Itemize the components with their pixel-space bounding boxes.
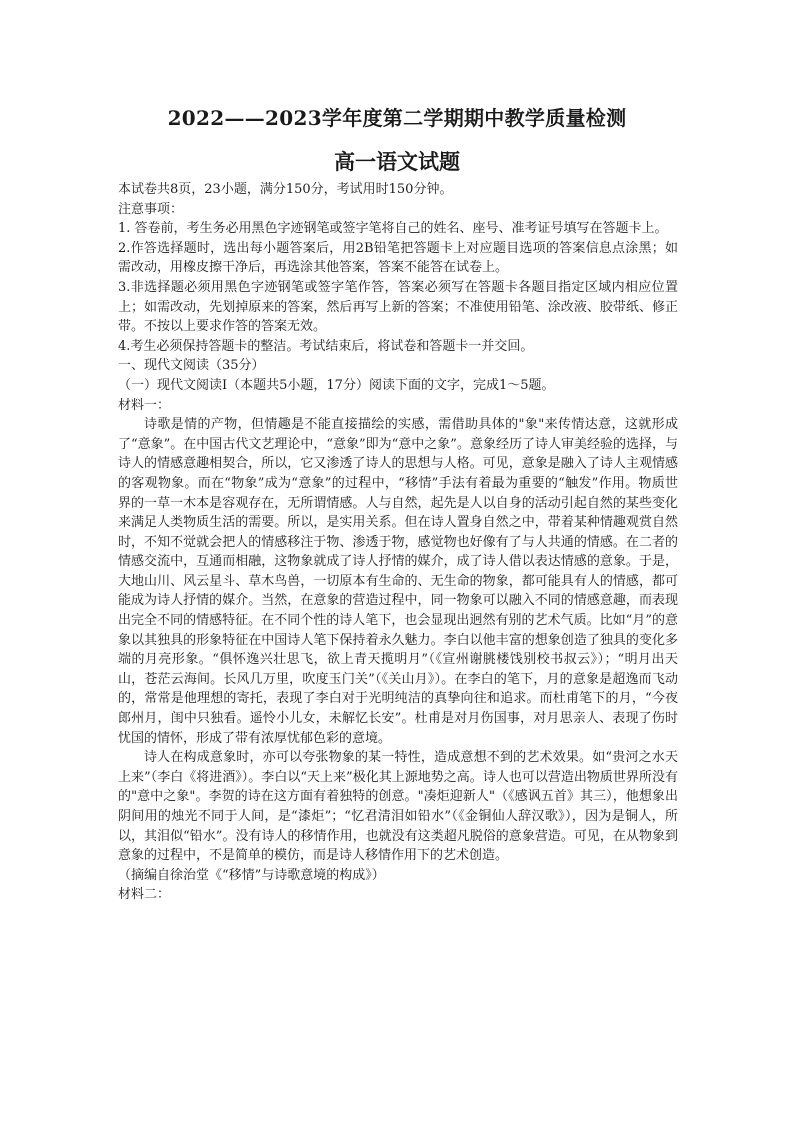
notice-item: 1. 答卷前，考生务必用黑色字迹钢笔或签字笔将自己的姓名、座号、准考证号填写在答题卡上。 bbox=[118, 221, 668, 237]
material-label: 材料一： bbox=[118, 397, 171, 413]
section-subheading: （一）现代文阅读Ⅰ（本题共5小题，17分）阅读下面的文字，完成1～5题。 bbox=[118, 377, 555, 393]
exam-summary: 本试卷共8页，23小题，满分150分，考试用时150分钟。 bbox=[118, 182, 453, 197]
passage-paragraph: 诗人在构成意象时，亦可以夸张物象的某一特性，造成意想不到的艺术效果。如“贵河之水天上来”（李白《将进酒》）。李白以“天上来”极化其上源地势之高。诗人也可以营造出物质世界所没有的"意中之象"。李贺的诗在这方面有着独特的创意。"凑炬迎新人"（《感讽五首》其三），他想象出阴间用的烛光不同于人间，是“漆炬”；“忆君清泪如铅水”（《金铜仙人辞汉歌》），因为是铜人，所以，其泪似“铅水”。没有诗人的移情作用，也就没有这类超凡脱俗的意象营造。可见，在从物象到意象的过程中，不是简单的模仿，而是诗人移情作用下的艺术创造。 bbox=[118, 750, 678, 864]
passage-paragraph: 诗歌是情的产物，但情趣是不能直接描绘的实感，需借助具体的"象"来传情达意，这就形成了“意象”。在中国古代文艺理论中，“意象”即为“意中之象”。意象经历了诗人审美经验的选择，与诗人的情感意趣相契合，所以，它又渗透了诗人的思想与人格。可见，意象是融入了诗人主观情感的客观物象。而在“物象”成为“意象”的过程中，“移情”手法有着最为重要的“触发”作用。物质世界的一草一木本是容观存在，无所谓情感。人与自然，起先是人以自身的活动引起自然的某些变化来满足人类物质生活的需要。所以，是实用关系。但在诗人置身自然之中，带着某种情趣观赏自然时，不知不觉就会把人的情感移注于物、渗透于物，感觉物也好像有了与人共通的情感。在二者的情感交流中，互通而相融，这物象就成了诗人抒情的媒介，成了诗人借以表达情感的意象。于是，大地山川、风云星斗、草木鸟兽，一切原本有生命的、无生命的物象，都可能具有人的情感，都可能成为诗人抒情的媒介。当然，在意象的营造过程中，同一物象可以融入不同的情感意趣，而表现出完全不同的情感特征。在不同个性的诗人笔下，也会显现出迥然有别的艺术气质。比如“月”的意象以其独具的形象特征在中国诗人笔下保持着永久魅力。李白以他丰富的想象创造了独具的变化多端的月亮形象。“俱怀逸兴壮思飞，欲上青天揽明月”（《宣州谢朓楼饯别校书叔云》）；“明月出天山，苍茫云海间。长风几万里，吹度玉门关”（《关山月》）。在李白的笔下，月的意象是超逸而飞动的，常常是他理想的寄托，表现了李白对于光明纯洁的真挚向往和追求。而杜甫笔下的月，“今夜郎州月，闺中只独看。遥怜小儿女，未解忆长安”。杜甫是对月伤国事，对月思亲人、表现了伤时忧国的情怀，形成了带有浓厚忧郁色彩的意境。 bbox=[118, 417, 678, 746]
notice-item: 4.考生必须保持答题卡的整洁。考试结束后，将试卷和答题卡一并交回。 bbox=[118, 338, 534, 354]
notice-item: 2.作答选择题时，选出每小题答案后，用2B铅笔把答题卡上对应题目选项的答案信息点涂黑；如需改动，用橡皮擦干净后，再选涂其他答案，答案不能答在试卷上。 bbox=[118, 240, 678, 276]
exam-title: 2022——2023学年度第二学期期中教学质量检测 bbox=[167, 106, 627, 130]
exam-subtitle: 高一语文试题 bbox=[334, 149, 460, 174]
notice-item: 3.非选择题必须用黑色字迹钢笔或签字笔作答，答案必须写在答题卡各题目指定区域内相应位置上；如需改动，先划掉原来的答案，然后再写上新的答案；不准使用铅笔、涂改液、胶带纸、修正带。不按以上要求作答的答案无效。 bbox=[118, 279, 678, 335]
material-label: 材料二： bbox=[118, 887, 171, 903]
section-heading: 一、现代文阅读（35分） bbox=[118, 358, 265, 374]
notice-label: 注意事项： bbox=[118, 201, 184, 217]
exam-content bbox=[118, 180, 678, 905]
source-citation: （摘编自徐治堂《“移情”与诗歌意境的构成》） bbox=[118, 867, 385, 883]
